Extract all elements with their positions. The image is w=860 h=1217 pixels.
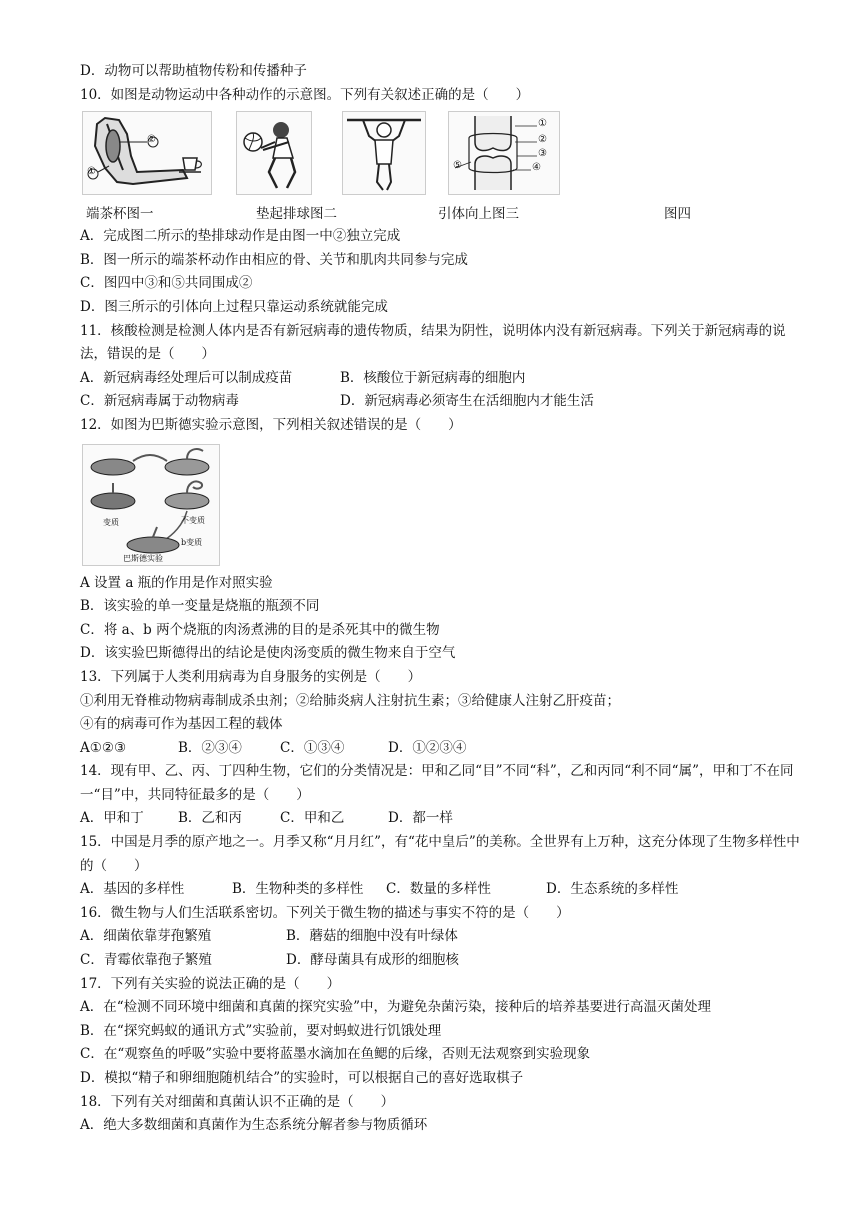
q12-option-c: C．将 a、b 两个烧瓶的肉汤煮沸的目的是杀死其中的微生物 — [80, 621, 440, 638]
q16-option-d: D．酵母菌具有成形的细胞核 — [286, 952, 459, 969]
q11-option-d: D．新冠病毒必须寄生在活细胞内才能生活 — [340, 393, 594, 410]
q11-stem: 11．核酸检测是检测人体内是否有新冠病毒的遗传物质，结果为阴性，说明体内没有新冠病毒。下列关于新冠病毒的说法，错误的是（ ） — [80, 322, 786, 363]
marker-1: ① — [538, 118, 547, 130]
q16-option-a: A．细菌依靠芽孢繁殖 — [80, 928, 212, 945]
q10-option-c: C．图四中③和⑤共同围成② — [80, 275, 253, 292]
q15-option-d: D．生态系统的多样性 — [546, 881, 679, 898]
q10-option-b: B．图一所示的端茶杯动作由相应的骨、关节和肌肉共同参与完成 — [80, 251, 468, 268]
q13-option-d: D．①②③④ — [388, 739, 467, 756]
label-spoiled: 变质 — [103, 517, 119, 527]
q15-option-b: B．生物种类的多样性 — [232, 881, 364, 898]
caption-figure-4: 图四 — [664, 206, 691, 223]
q15-options — [80, 878, 800, 902]
q13-option-a: A①②③ — [80, 739, 127, 756]
label-pasteur-experiment: 巴斯德实验 — [123, 553, 163, 563]
q16-options-row-2 — [80, 949, 800, 973]
q14-option-b: B．乙和丙 — [178, 810, 242, 827]
q13-options — [80, 737, 800, 761]
marker-5: ⑤ — [453, 160, 462, 172]
q17-stem: 17．下列有关实验的说法正确的是（ ） — [80, 975, 341, 992]
q11-option-b: B．核酸位于新冠病毒的细胞内 — [340, 369, 526, 386]
q14-options — [80, 807, 800, 831]
q14-stem: 14．现有甲、乙、丙、丁四种生物，它们的分类情况是：甲和乙同“目”不同“科”，乙和丙同“利不同“属”，甲和丁不在同一“目”中，共同特征最多的是（ ） — [80, 763, 794, 803]
q9-option-d: D．动物可以帮助植物传粉和传播种子 — [80, 63, 307, 79]
q11-option-c: C．新冠病毒属于动物病毒 — [80, 393, 239, 410]
label-b-spoiled: b变质 — [181, 537, 203, 547]
q14-option-c: C．甲和乙 — [280, 810, 345, 827]
figure-volleyball — [236, 111, 312, 195]
q16-option-c: C．青霉依靠孢子繁殖 — [80, 952, 212, 969]
q13-stem: 13．下列属于人类利用病毒为自身服务的实例是（ ） — [80, 668, 422, 685]
marker-2: ② — [147, 134, 156, 146]
q13-items-1: ①利用无脊椎动物病毒制成杀虫剂；②给肺炎病人注射抗生素；③给健康人注射乙肝疫苗； — [80, 692, 620, 709]
q14-option-d: D．都一样 — [388, 810, 453, 827]
q11-options-row-1 — [80, 367, 800, 391]
marker-4: ④ — [532, 162, 541, 174]
q17-option-a: A．在“检测不同环境中细菌和真菌的探究实验”中，为避免杂菌污染，接种后的培养基要进行高温灭菌处理 — [80, 999, 712, 1016]
caption-figure-3: 引体向上图三 — [438, 206, 519, 223]
q17-option-d: D．模拟“精子和卵细胞随机结合”的实验时，可以根据自己的喜好选取棋子 — [80, 1070, 524, 1086]
exam-page — [80, 60, 800, 1138]
q12-option-a: A 设置 a 瓶的作用是作对照实验 — [80, 574, 273, 591]
marker-3: ③ — [538, 148, 547, 160]
q10-option-d: D．图三所示的引体向上过程只靠运动系统就能完成 — [80, 298, 388, 315]
q18-option-a: A．绝大多数细菌和真菌作为生态系统分解者参与物质循环 — [80, 1117, 428, 1134]
caption-figure-2: 垫起排球图二 — [256, 206, 337, 223]
q12-option-d: D．该实验巴斯德得出的结论是使肉汤变质的微生物来自于空气 — [80, 645, 456, 662]
figure-pasteur-experiment — [82, 444, 220, 566]
marker-2: ② — [538, 134, 547, 146]
q11-options-row-2 — [80, 390, 800, 414]
q16-stem: 16．微生物与人们生活联系密切。下列关于微生物的描述与事实不符的是（ ） — [80, 904, 570, 921]
marker-1: ① — [87, 166, 96, 178]
q10-captions — [80, 199, 800, 225]
q10-stem: 10．如图是动物运动中各种动作的示意图。下列有关叙述正确的是（ ） — [80, 86, 530, 103]
q10-option-a: A．完成图二所示的垫排球动作是由图一中②独立完成 — [80, 228, 401, 245]
q12-stem: 12．如图为巴斯德实验示意图，下列相关叙述错误的是（ ） — [80, 416, 462, 433]
q17-option-b: B．在“探究蚂蚁的通讯方式”实验前，要对蚂蚁进行饥饿处理 — [80, 1022, 442, 1039]
q11-option-a: A．新冠病毒经处理后可以制成疫苗 — [80, 369, 293, 386]
q17-option-c: C．在“观察鱼的呼吸”实验中要将蓝墨水滴加在鱼鳃的后缘，否则无法观察到实验现象 — [80, 1046, 591, 1063]
label-not-spoiled: 不变质 — [181, 515, 205, 525]
figure-pull-up — [342, 111, 426, 195]
q16-options-row-1 — [80, 925, 800, 949]
q13-items-2: ④有的病毒可作为基因工程的载体 — [80, 716, 283, 733]
q15-option-c: C．数量的多样性 — [386, 881, 491, 898]
q13-option-b: B．②③④ — [178, 739, 242, 756]
q16-option-b: B．蘑菇的细胞中没有叶绿体 — [286, 928, 458, 945]
q13-option-c: C．①③④ — [280, 739, 345, 756]
caption-figure-1: 端茶杯图一 — [86, 206, 154, 223]
q12-option-b: B．该实验的单一变量是烧瓶的瓶颈不同 — [80, 598, 320, 615]
q18-stem: 18．下列有关对细菌和真菌认识不正确的是（ ） — [80, 1093, 395, 1110]
q10-figure-row — [80, 111, 800, 199]
q14-option-a: A．甲和丁 — [80, 810, 144, 827]
figure-arm-holding-cup — [82, 111, 212, 195]
q15-option-a: A．基因的多样性 — [80, 881, 185, 898]
q15-stem: 15．中国是月季的原产地之一。月季又称“月月红”，有“花中皇后”的美称。全世界有上万种，这充分体现了生物多样性中的（ ） — [80, 834, 800, 874]
